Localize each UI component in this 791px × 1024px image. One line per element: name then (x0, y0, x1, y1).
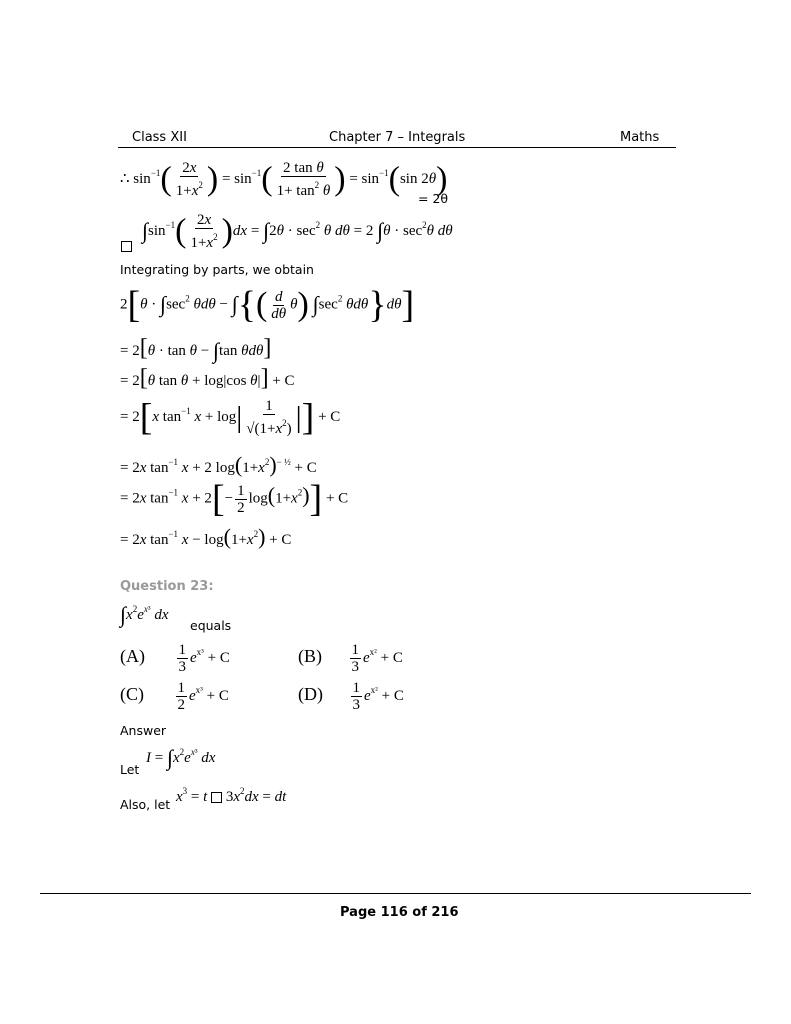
missing-glyph-box (211, 792, 222, 803)
header-left: Class XII (132, 130, 187, 145)
page-number: Page 116 of 216 (340, 905, 459, 920)
text-answer: Answer (120, 723, 167, 738)
header-rule (118, 147, 676, 148)
equation-integral-transform: $\int\sin^{-1}$( $\frac{2x}{1+x^2}$ )$dx = \int 2\theta \cdot \sec^2 \theta$ dθ = 2 $\int\theta \cdot \sec^2\theta$ dθ (142, 212, 453, 251)
option-c-label: (C) (120, 683, 144, 704)
equation-let-i: $I = \int x^2e^{x^3}$ dx (146, 745, 216, 770)
footer-rule (40, 893, 751, 894)
equation-step-5: = 2x $\tan^{-1} x + 2$ $\log(1+x^2)^{- \frac{1}{2}} + C$ (120, 452, 317, 477)
equation-substitution: $x^3 = t$ $3x^2dx$ = dt (176, 786, 287, 805)
option-a-label: (A) (120, 645, 145, 666)
option-d[interactable]: (D) $\frac{1}{3}$ $e^{x^2} + C$ (298, 680, 404, 713)
option-a[interactable]: (A) $\frac{1}{3}$ $e^{x^3} + C$ (120, 642, 230, 675)
header-right: Maths (620, 130, 660, 145)
option-c[interactable]: (C) $\frac{1}{2}$ $e^{x^3} + C$ (120, 680, 229, 713)
question-title: Question 23: (120, 579, 214, 594)
equation-sin-inverse-substitution: ∴ $\sin^{-1}$( $\frac{2x}{1+x^2}$ ) = $\sin^{-1}$( $\frac{\text{2 tan θ}}{1+ \tan^2 \theta}$ ) = $\sin^{-1}(\sin$ 2θ) (120, 160, 448, 199)
option-d-label: (D) (298, 683, 323, 704)
equation-step-3: = 2[θ tan θ + log|cos θ|] + C (120, 365, 295, 391)
option-b[interactable]: (B) $\frac{1}{3}$ $e^{x^2} + C$ (298, 642, 403, 675)
equation-tail-2theta: = 2θ (418, 191, 449, 206)
equation-step-2: = 2[θ · tan θ − ∫tan θdθ] (120, 335, 272, 363)
equation-step-4: = 2[x $\tan^{-1} x + \log|$ $\frac{1}{√(1+x^2)}$ |] + C (120, 396, 341, 439)
question-integral: $\int x^2e^{x^3}$ dx (120, 602, 169, 627)
text-let: Let (120, 762, 140, 777)
option-b-label: (B) (298, 645, 322, 666)
missing-glyph-box (121, 241, 132, 252)
text-integrating-by-parts: Integrating by parts, we obtain (120, 262, 314, 277)
text-also-let: Also, let (120, 797, 171, 812)
equation-step-1: $2[\theta \cdot \int\sec^2$ θdθ − ∫{( $\frac{d}{d\theta}$ θ) $\int\sec^2$ θdθ}dθ] (120, 284, 415, 326)
header-center: Chapter 7 – Integrals (329, 130, 466, 145)
text-equals: equals (190, 618, 232, 633)
equation-step-7: = 2x $\tan^{-1} x - \log(1+x^2) + C$ (120, 524, 292, 549)
equation-step-6: = 2x $\tan^{-1} x + 2[-$ $\frac{1}{2}$ $\log(1+x^2)] + C$ (120, 478, 349, 520)
